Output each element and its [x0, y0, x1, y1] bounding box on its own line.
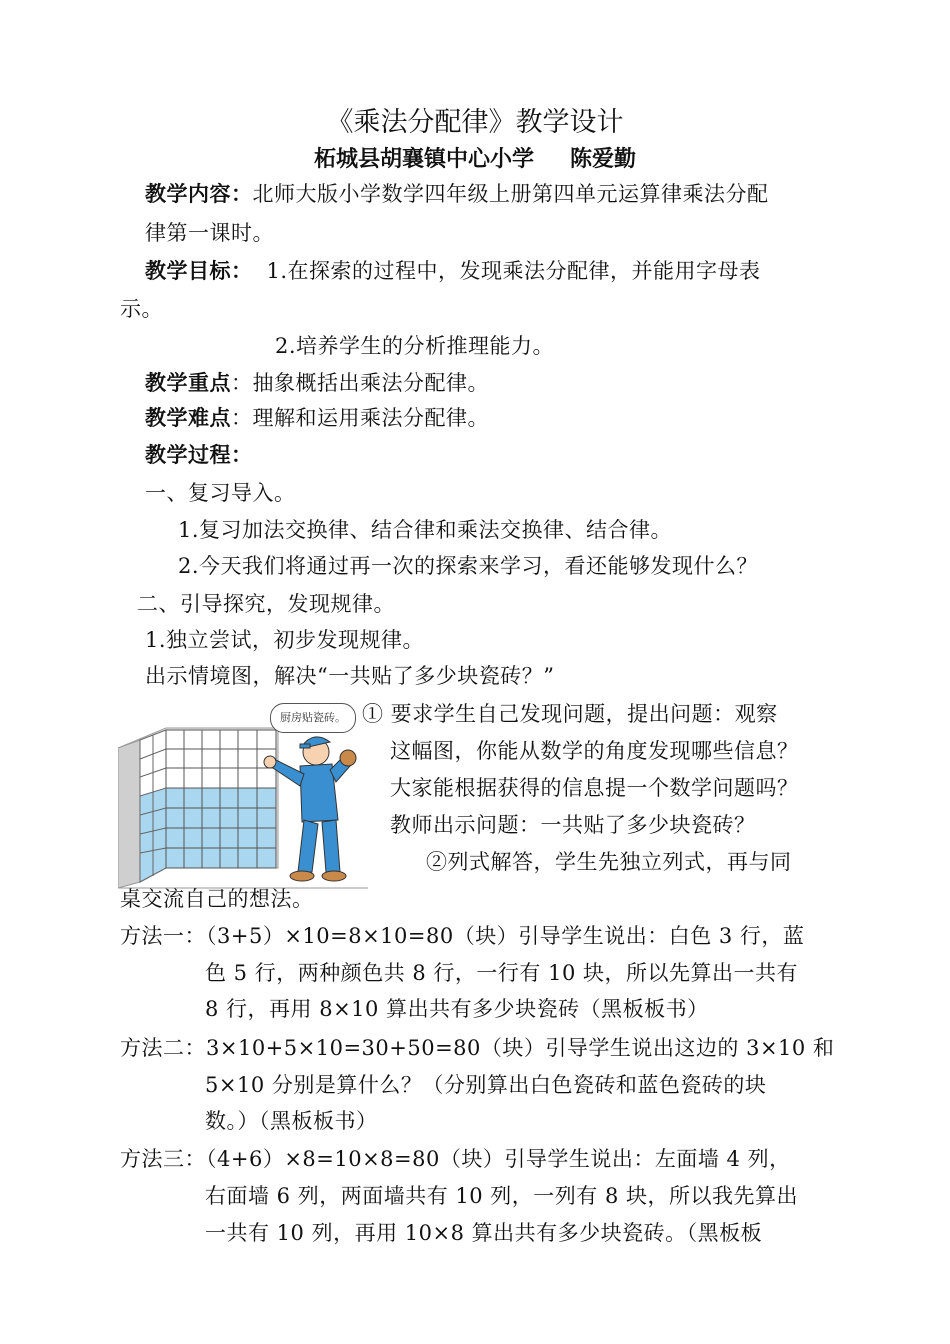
goal-line-1b: 示。: [120, 297, 163, 321]
author-line: [0, 145, 950, 175]
left-tile-wall: [140, 730, 166, 882]
step-1-line-1: ① 要求学生自己发现问题，提出问题：观察: [362, 702, 778, 726]
step-2-line-2: 桌交流自己的想法。: [120, 887, 314, 911]
school-name: 柘城县胡襄镇中心小学: [313, 147, 534, 172]
goal-line-1: 教学目标： 1.在探索的过程中，发现乘法分配律，并能用字母表: [145, 259, 761, 283]
focus-line: 教学重点：抽象概括出乘法分配律。: [145, 371, 489, 395]
method-3-line-2: 右面墙 6 列，两面墙共有 10 列，一列有 8 块，所以我先算出: [205, 1184, 798, 1208]
goal-line-2: 2.培养学生的分析推理能力。: [275, 334, 555, 358]
difficulty-line: 教学难点：理解和运用乘法分配律。: [145, 406, 489, 430]
section-2: 二、引导探究，发现规律。: [137, 592, 395, 616]
method-2-line-3: 数。）（黑板板书）: [205, 1109, 378, 1133]
step-1-line-4: 教师出示问题：一共贴了多少块瓷砖？: [390, 813, 756, 837]
section-2-item-1: 1.独立尝试，初步发现规律。: [145, 628, 425, 652]
method-2-line-2: 5×10 分别是算什么？（分别算出白色瓷砖和蓝色瓷砖的块: [205, 1073, 767, 1097]
front-tile-wall: [166, 730, 276, 868]
method-2-line-1: 方法二：3×10+5×10=30+50=80（块）引导学生说出这边的 3×10 和: [120, 1036, 835, 1060]
speech-bubble: 厨房贴瓷砖。: [270, 703, 356, 733]
method-3-line-3: 一共有 10 列，再用 10×8 算出共有多少块瓷砖。（黑板板: [205, 1221, 763, 1245]
content-line-1: 教学内容：北师大版小学数学四年级上册第四单元运算律乘法分配: [145, 182, 769, 206]
section-1: 一、复习导入。: [145, 481, 296, 505]
section-1-item-1: 1.复习加法交换律、结合律和乘法交换律、结合律。: [178, 518, 673, 542]
content-line-2: 律第一课时。: [145, 221, 274, 245]
section-2-scenario: 出示情境图，解决“一共贴了多少块瓷砖？”: [145, 664, 555, 688]
step-2-line-1: ②列式解答，学生先独立列式，再与同: [426, 850, 792, 874]
method-3-line-1: 方法三：（4+6）×8=10×8=80（块）引导学生说出：左面墙 4 列，: [120, 1147, 791, 1171]
method-1-line-2: 色 5 行，两种颜色共 8 行，一行有 10 块，所以先算出一共有: [205, 961, 798, 985]
method-1-line-3: 8 行，再用 8×10 算出共有多少块瓷砖（黑板板书）: [205, 997, 709, 1021]
page-title: 《乘法分配律》教学设计: [326, 107, 624, 138]
teacher-name: 陈爱勤: [570, 147, 637, 172]
method-1-line-1: 方法一：（3+5）×10=8×10=80（块）引导学生说出：白色 3 行，蓝: [120, 924, 805, 948]
process-heading: 教学过程：: [145, 443, 253, 467]
step-1-line-3: 大家能根据获得的信息提一个数学问题吗？: [390, 776, 799, 800]
section-1-item-2: 2.今天我们将通过再一次的探索来学习，看还能够发现什么？: [178, 554, 759, 578]
step-1-line-2: 这幅图，你能从数学的角度发现哪些信息？: [390, 739, 799, 763]
